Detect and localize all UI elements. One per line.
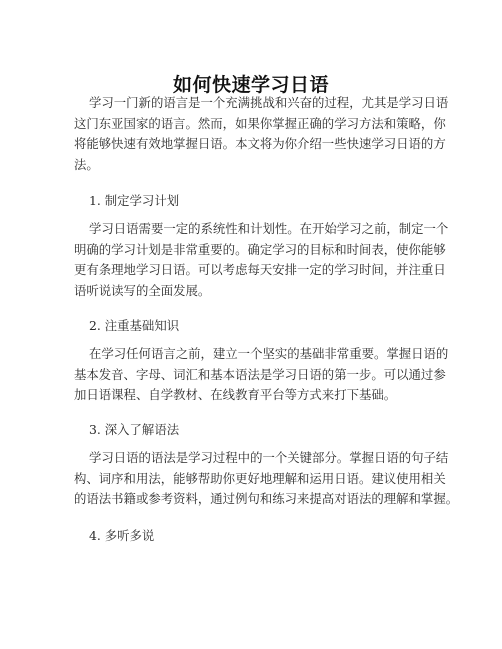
section-heading-2: 2. 注重基础知识 <box>89 318 180 333</box>
paragraph-line: 语听说读写的全面发展。 <box>74 282 211 298</box>
paragraph-line: 在学习任何语言之前，建立一个坚实的基础非常重要。掌握日语的 <box>89 346 449 361</box>
section-paragraph-1 <box>74 219 449 301</box>
paragraph-line: 法。 <box>74 156 99 172</box>
section-heading-3: 3. 深入了解语法 <box>89 422 180 437</box>
section-heading-1: 1. 制定学习计划 <box>89 193 180 208</box>
paragraph-line: 基本发音、字母、词汇和基本语法是学习日语的第一步。可以通过参 <box>74 366 446 382</box>
paragraph-line: 构、词序和用法，能够帮助你更好地理解和运用日语。建议使用相关 <box>74 470 446 486</box>
paragraph-line: 更有条理地学习日语。可以考虑每天安排一定的学习时间，并注重日 <box>74 262 446 277</box>
paragraph-line: 这门东亚国家的语言。然而，如果你掌握正确的学习方法和策略，你 <box>74 115 446 131</box>
intro-paragraph <box>74 93 449 175</box>
paragraph-line: 学习一门新的语言是一个充满挑战和兴奋的过程，尤其是学习日语 <box>89 95 449 110</box>
section-paragraph-2 <box>74 344 449 406</box>
paragraph-line: 的语法书籍或参考资料，通过例句和练习来提高对语法的理解和掌握。 <box>74 491 459 506</box>
section-paragraph-3 <box>74 448 459 510</box>
section-heading-4: 4. 多听多说 <box>89 528 155 543</box>
paragraph-line: 将能够快速有效地掌握日语。本文将为你介绍一些快速学习日语的方 <box>74 136 446 151</box>
paragraph-line: 学习日语需要一定的系统性和计划性。在开始学习之前，制定一个 <box>89 221 449 236</box>
paragraph-line: 加日语课程、自学教材、在线教育平台等方式来打下基础。 <box>74 387 397 402</box>
page-title: 如何快速学习日语 <box>172 73 329 96</box>
paragraph-line: 学习日语的语法是学习过程中的一个关键部分。掌握日语的句子结 <box>89 450 449 465</box>
paragraph-line: 明确的学习计划是非常重要的。确定学习的目标和时间表，使你能够 <box>74 241 446 257</box>
